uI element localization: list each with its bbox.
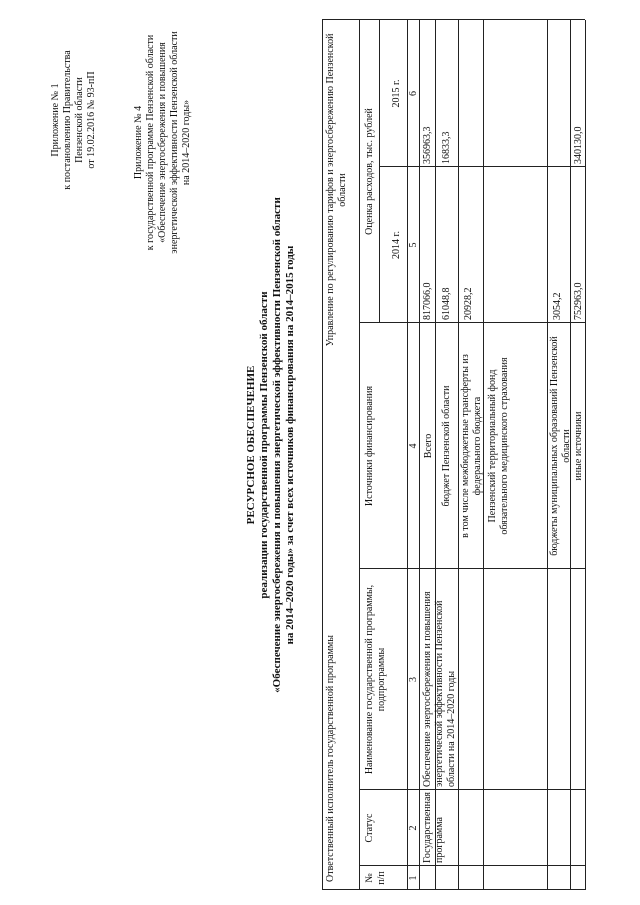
appendix-1-line: Приложение № 1 (50, 83, 61, 157)
appendix-1-line: от 19.02.2016 № 93-пП (86, 71, 97, 169)
value-2014: 61048,8 (441, 287, 452, 320)
source-label: бюджет Пензенской области (441, 385, 452, 507)
value-2015: 340130,0 (573, 126, 584, 164)
header-estimate: Оценка расходов, тыс. рублей (364, 108, 375, 235)
source-label: иные источники (573, 411, 584, 481)
value-2015: 356963,3 (422, 126, 433, 164)
appendix-4-line: Приложение № 4 (133, 105, 144, 180)
value-2014: 20928,2 (463, 287, 474, 320)
value-2014: 3054,2 (552, 292, 563, 320)
appendix-4-line: к государственной программе Пензенской области (145, 34, 156, 251)
header-2015: 2015 г. (391, 79, 402, 108)
document-title (245, 45, 297, 845)
title-line: реализации государственной программы Пензенской области (258, 291, 270, 599)
value-2014: 752963,0 (573, 282, 584, 320)
title-line: «Обеспечение энергосбережения и повышения энергетической эффективности Пензенской области (271, 197, 283, 693)
value-2015: 16833,3 (441, 131, 452, 164)
appendix-4-line: «Обеспечение энергосбережения и повышения (157, 42, 168, 243)
header-status: Статус (364, 813, 375, 843)
appendix-4-line: энергетической эффективности Пензенской области (169, 31, 180, 254)
appendix-1-block (50, 15, 98, 225)
row-status: Государственная программа (422, 791, 445, 863)
source-label: бюджеты муниципальных образований Пензенской области (549, 336, 572, 556)
source-label: в том числе межбюджетные трансферты из федерального бюджета (460, 354, 483, 538)
col-number: 4 (408, 443, 419, 449)
appendix-4-line: на 2014–2020 годы» (181, 99, 192, 186)
title-line: РЕСУРСНОЕ ОБЕСПЕЧЕНИЕ (245, 365, 257, 525)
value-2014: 817066,0 (422, 282, 433, 320)
executor-label: Ответственный исполнитель государственной программы (325, 635, 336, 882)
source-label: Всего (423, 433, 434, 459)
header-2014: 2014 г. (391, 231, 402, 259)
col-number: 5 (408, 242, 419, 248)
source-label: Пензенский территориальный фонд обязательного медицинского страхования (487, 357, 510, 535)
appendix-4-block (133, 5, 193, 280)
col-number: 6 (408, 91, 419, 96)
appendix-1-line: к постановлению Правительства (62, 50, 73, 190)
col-number: 1 (408, 875, 419, 881)
appendix-1-line: Пензенской области (74, 77, 85, 163)
col-number: 3 (408, 677, 419, 682)
executor-value: Управление по регулированию тарифов и энергосбережению Пензенской области (325, 33, 348, 347)
header-source: Источники финансирования (364, 385, 375, 507)
header-name: Наименование государственной программы, подпрограммы (364, 584, 387, 775)
col-number: 2 (408, 825, 419, 831)
title-line: на 2014–2020 годы» за счет всех источников финансирования на 2014–2015 годы (284, 245, 296, 645)
row-program-name: Обеспечение энергосбережения и повышения энергетической эффективности Пензенской области на 2014–2020 годы (422, 591, 457, 787)
header-num: № п/п (364, 871, 387, 885)
